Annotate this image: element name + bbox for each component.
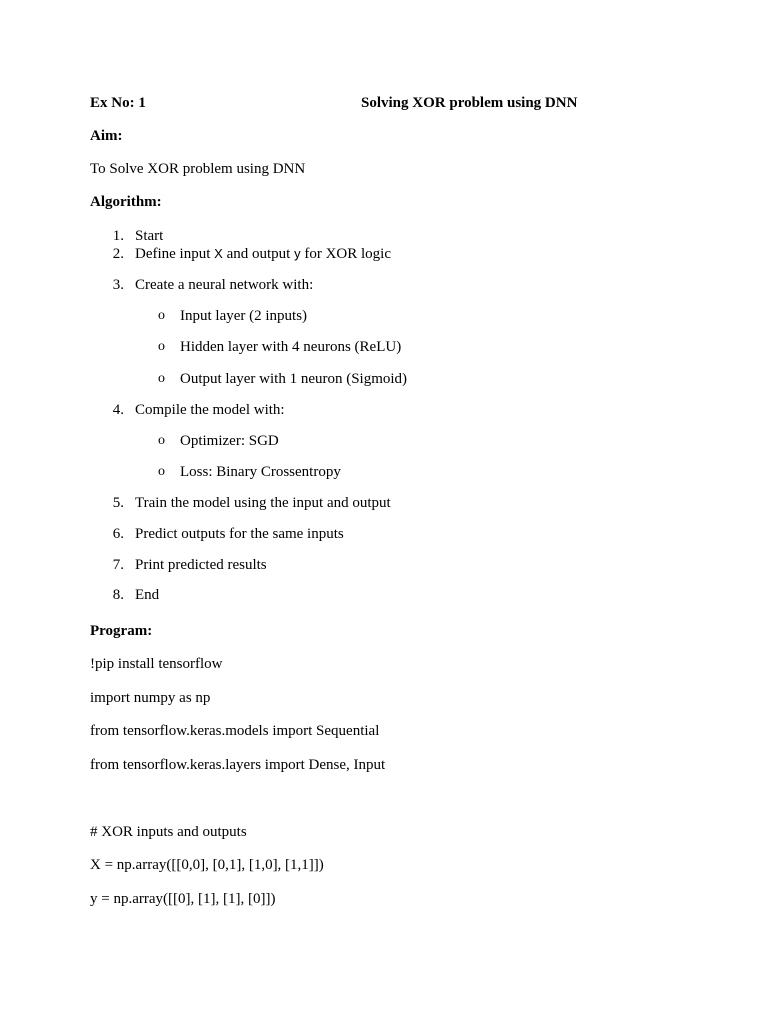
bullet-marker: o bbox=[158, 339, 165, 354]
document-title: Solving XOR problem using DNN bbox=[361, 95, 578, 111]
bullet-marker: o bbox=[158, 308, 165, 323]
step-number: 2. bbox=[112, 246, 124, 262]
step-text bbox=[135, 245, 391, 263]
step-number: 8. bbox=[112, 587, 124, 603]
code-comment: # XOR inputs and outputs bbox=[90, 824, 247, 840]
aim-heading: Aim: bbox=[90, 128, 123, 144]
code-line: !pip install tensorflow bbox=[90, 656, 223, 672]
code-variable-y: y bbox=[294, 246, 301, 261]
step-number: 7. bbox=[112, 557, 124, 573]
bullet-marker: o bbox=[158, 464, 165, 479]
step-text-part: Define input bbox=[135, 246, 215, 262]
code-line: from tensorflow.keras.models import Sequential bbox=[90, 723, 380, 739]
step-text-part: for XOR logic bbox=[300, 246, 391, 262]
step-text: Print predicted results bbox=[135, 557, 267, 573]
substep-text: Hidden layer with 4 neurons (ReLU) bbox=[180, 339, 402, 355]
aim-text: To Solve XOR problem using DNN bbox=[90, 161, 306, 177]
code-variable-x: X bbox=[214, 246, 223, 261]
step-number: 4. bbox=[112, 402, 124, 418]
substep-text: Input layer (2 inputs) bbox=[180, 308, 308, 324]
step-text: Predict outputs for the same inputs bbox=[135, 526, 344, 542]
exercise-number: Ex No: 1 bbox=[90, 95, 146, 111]
code-line: from tensorflow.keras.layers import Dense, Input bbox=[90, 757, 386, 773]
step-text: Start bbox=[135, 228, 164, 244]
code-line: y = np.array([[0], [1], [1], [0]]) bbox=[90, 891, 276, 907]
algorithm-heading: Algorithm: bbox=[90, 194, 162, 210]
code-line: X = np.array([[0,0], [0,1], [1,0], [1,1]]) bbox=[90, 857, 324, 873]
program-heading: Program: bbox=[90, 623, 153, 639]
substep-text: Optimizer: SGD bbox=[180, 433, 279, 449]
substep-text: Output layer with 1 neuron (Sigmoid) bbox=[180, 371, 408, 387]
step-text: End bbox=[135, 587, 160, 603]
step-text: Compile the model with: bbox=[135, 402, 285, 418]
step-text: Create a neural network with: bbox=[135, 277, 314, 293]
step-number: 3. bbox=[112, 277, 124, 293]
bullet-marker: o bbox=[158, 371, 165, 386]
bullet-marker: o bbox=[158, 433, 165, 448]
step-text: Train the model using the input and output bbox=[135, 495, 391, 511]
substep-text: Loss: Binary Crossentropy bbox=[180, 464, 341, 480]
code-line: import numpy as np bbox=[90, 690, 211, 706]
step-number: 5. bbox=[112, 495, 124, 511]
step-number: 1. bbox=[112, 228, 124, 244]
step-number: 6. bbox=[112, 526, 124, 542]
step-text-part: and output bbox=[222, 246, 295, 262]
